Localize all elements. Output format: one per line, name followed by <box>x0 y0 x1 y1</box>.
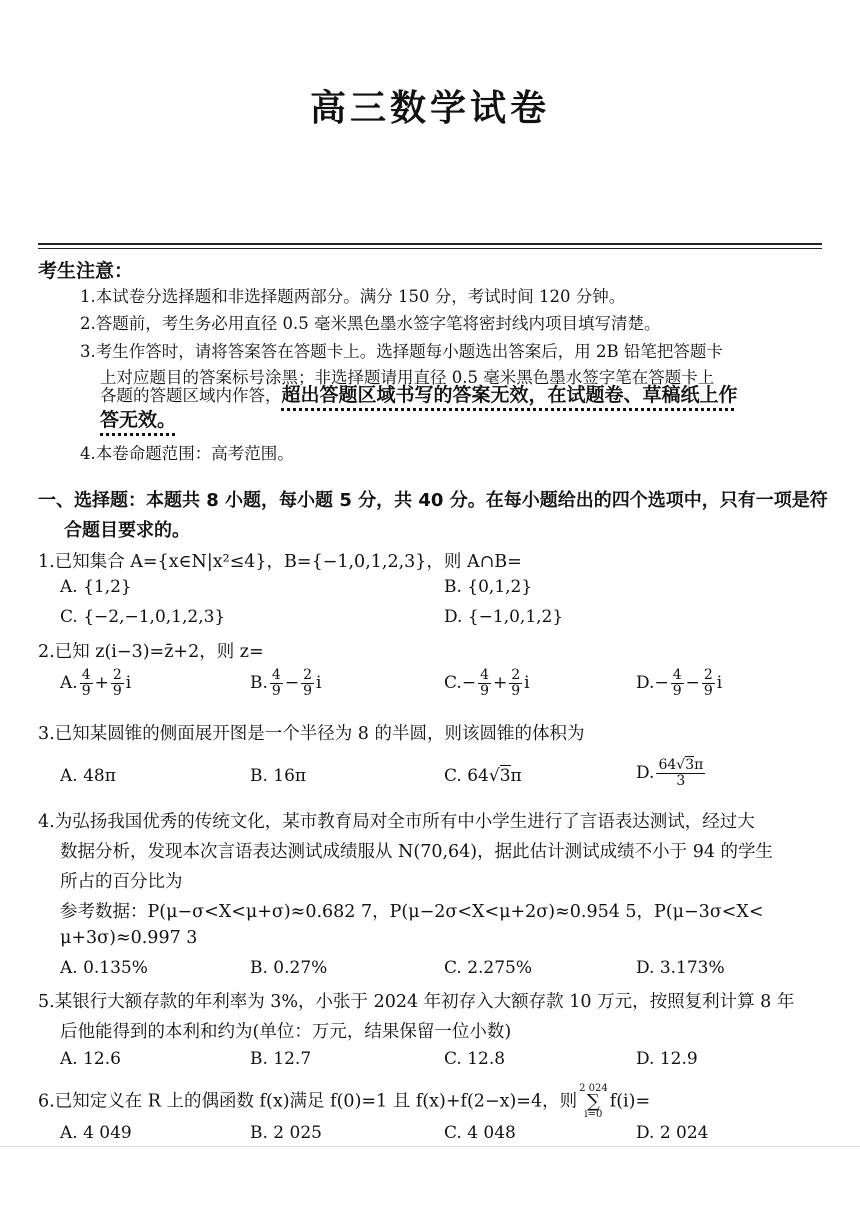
q1-option-b: B. {0,1,2} <box>444 577 533 597</box>
fraction <box>478 668 491 699</box>
notice-item-1: 1.本试卷分选择题和非选择题两部分。满分 150 分，考试时间 120 分钟。 <box>80 287 626 306</box>
q2-a-label: A. <box>60 673 78 693</box>
q2-option-c <box>444 668 530 699</box>
numerator: 4 <box>271 667 281 683</box>
notice-item-4: 4.本卷命题范围：高考范围。 <box>80 444 294 463</box>
q2-a-i: i <box>125 673 132 693</box>
q4-line-5: μ+3σ)≈0.997 3 <box>60 928 198 948</box>
notice-item-2: 2.答题前，考生务必用直径 0.5 毫米黑色墨水签字笔将密封线内项目填写清楚。 <box>80 314 661 333</box>
q2-c-sign: − <box>461 673 477 693</box>
q6-option-d: D. 2 024 <box>636 1123 709 1143</box>
denominator: 3 <box>676 773 686 789</box>
q5-option-b: B. 12.7 <box>250 1049 312 1069</box>
denominator: 9 <box>271 683 281 699</box>
numerator: 4 <box>672 667 682 683</box>
numerator-pi: π <box>694 757 704 773</box>
denominator: 9 <box>81 683 91 699</box>
q4-line-4: 参考数据：P(μ−σ<X<μ+σ)≈0.682 7，P(μ−2σ<X<μ+2σ)≈0.954 5，P(μ−3σ<X< <box>60 902 764 922</box>
sqrt-sign: √ <box>676 757 686 773</box>
q1-stem: 1.已知集合 A={x∈N|x²≤4}，B={−1,0,1,2,3}，则 A∩B= <box>38 552 522 572</box>
notice-emphasis: 超出答题区域书写的答案无效，在试题卷、草稿纸上作 <box>281 384 738 406</box>
q2-stem: 2.已知 z(i−3)=z̄+2，则 z= <box>38 642 264 662</box>
q5-option-c: C. 12.8 <box>444 1049 506 1069</box>
denominator: 9 <box>511 683 521 699</box>
q4-option-d: D. 3.173% <box>636 958 725 978</box>
numerator: 2 <box>511 667 521 683</box>
fraction <box>671 668 684 699</box>
notice-item-3-plain: 各题的答题区域内作答， <box>100 386 282 405</box>
q2-option-d <box>636 668 722 699</box>
q2-d-i: i <box>716 673 723 693</box>
q6-option-b: B. 2 025 <box>250 1123 322 1143</box>
q3-c-coef: C. 64 <box>444 766 489 786</box>
denominator: 9 <box>112 683 122 699</box>
fraction <box>111 668 124 699</box>
q5-option-a: A. 12.6 <box>60 1049 121 1069</box>
q3-d-label: D. <box>636 763 655 783</box>
numerator: 4 <box>480 667 489 683</box>
sum-upper: 2 024 <box>579 1083 608 1094</box>
notice-item-3-line-1: 3.考生作答时，请将答案答在答题卡上。选择题每小题选出答案后，用 2B 铅笔把答题卡 <box>80 342 723 361</box>
q2-d-sign: − <box>654 673 669 693</box>
q3-c-pi: π <box>510 766 522 786</box>
numerator <box>656 758 705 774</box>
numerator-coef: 64 <box>658 757 677 773</box>
section-heading-line-2: 合题目要求的。 <box>64 520 190 541</box>
title-rule-thick <box>38 243 822 245</box>
q5-line-1: 5.某银行大额存款的年利率为 3%，小张于 2024 年初存入大额存款 10 万元，按照复利计算 8 年 <box>38 992 795 1012</box>
notice-item-3-line-3 <box>100 380 738 407</box>
fraction <box>702 668 715 699</box>
numerator: 2 <box>303 667 312 683</box>
q2-c-op: + <box>492 673 508 693</box>
q2-option-b <box>250 668 321 699</box>
q3-stem: 3.已知某圆锥的侧面展开图是一个半径为 8 的半圆，则该圆锥的体积为 <box>38 724 585 744</box>
fraction <box>509 668 522 699</box>
denominator: 9 <box>672 683 682 699</box>
q2-d-label: D. <box>636 673 655 693</box>
title-rule-thin <box>38 248 822 249</box>
denominator: 9 <box>303 683 312 699</box>
q2-c-i: i <box>524 673 530 693</box>
q6-stem-tail: f(i)= <box>609 1091 651 1112</box>
q2-a-op: + <box>94 673 109 693</box>
notice-item-3-line-4 <box>100 405 176 432</box>
section-heading-line-1: 一、选择题：本题共 8 小题，每小题 5 分，共 40 分。在每小题给出的四个选项中，只有一项是符 <box>38 490 828 511</box>
q4-option-a: A. 0.135% <box>60 958 148 978</box>
q4-line-2: 数据分析，发现本次言语表达测试成绩服从 N(70,64)，据此估计测试成绩不小于 94 的学生 <box>60 842 774 862</box>
numerator: 2 <box>703 667 713 683</box>
q4-option-c: C. 2.275% <box>444 958 533 978</box>
notice-item-3-line-2: 上对应题目的答案标号涂黑；非选择题请用直径 0.5 毫米黑色墨水签字笔在答题卡上 <box>100 368 715 387</box>
q6-option-c: C. 4 048 <box>444 1123 516 1143</box>
page-title: 高三数学试卷 <box>309 88 550 129</box>
q1-option-c: C. {−2,−1,0,1,2,3} <box>60 607 226 627</box>
q6-stem <box>38 1084 650 1120</box>
sqrt-radicand: 3 <box>685 757 695 773</box>
q5-line-2: 后他能得到的本利和约为(单位：万元，结果保留一位小数) <box>60 1022 512 1042</box>
q3-option-d <box>636 758 707 789</box>
fraction <box>80 668 93 699</box>
numerator: 2 <box>112 667 122 683</box>
q5-option-d: D. 12.9 <box>636 1049 698 1069</box>
sqrt-radicand: 3 <box>499 766 511 786</box>
q2-option-a <box>60 668 131 699</box>
denominator: 9 <box>480 683 489 699</box>
q3-option-a: A. 48π <box>60 766 116 786</box>
q2-d-op: − <box>685 673 700 693</box>
fraction <box>301 668 314 699</box>
sum-sign: ∑ <box>586 1091 600 1112</box>
q2-b-label: B. <box>250 673 268 693</box>
sum-lower: i=0 <box>584 1109 603 1120</box>
q1-option-a: A. {1,2} <box>60 577 132 597</box>
q2-c-label: C. <box>444 673 462 693</box>
q4-line-1: 4.为弘扬我国优秀的传统文化，某市教育局对全市所有中小学生进行了言语表达测试，经过大 <box>38 812 755 832</box>
notice-emphasis-end: 答无效。 <box>100 409 177 431</box>
q6-option-a: A. 4 049 <box>60 1123 132 1143</box>
q3-option-c <box>444 766 522 786</box>
numerator: 4 <box>81 667 91 683</box>
q4-option-b: B. 0.27% <box>250 958 328 978</box>
q4-line-3: 所占的百分比为 <box>60 872 183 892</box>
q6-stem-text: 6.已知定义在 R 上的偶函数 f(x)满足 f(0)=1 且 f(x)+f(2−x)=4，则 <box>38 1091 578 1112</box>
q2-b-op: − <box>284 673 300 693</box>
sqrt-sign: √ <box>488 766 500 786</box>
fraction <box>270 668 283 699</box>
q2-b-i: i <box>316 673 322 693</box>
notice-heading: 考生注意： <box>38 260 134 282</box>
page-bottom-edge <box>0 1146 860 1147</box>
fraction <box>656 758 705 789</box>
denominator: 9 <box>703 683 713 699</box>
q1-option-d: D. {−1,0,1,2} <box>444 607 564 627</box>
q3-option-b: B. 16π <box>250 766 307 786</box>
summation <box>579 1084 608 1120</box>
